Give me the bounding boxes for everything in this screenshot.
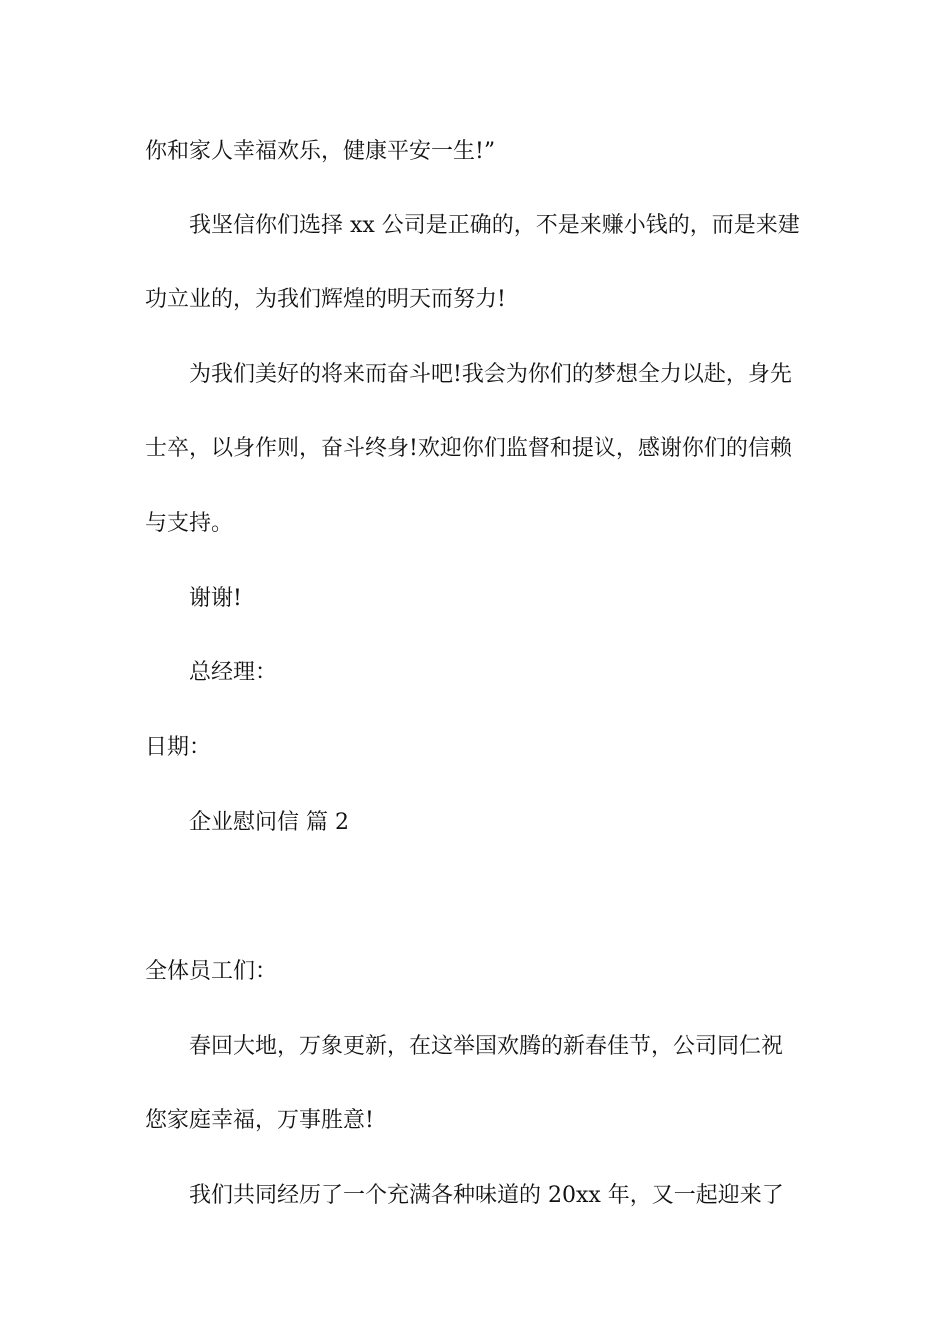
text-line-7: 谢谢! — [189, 586, 242, 611]
text-line-9: 日期： — [145, 735, 212, 760]
salutation: 全体员工们： — [145, 959, 278, 984]
text-line-6: 与支持。 — [145, 511, 234, 536]
text-line-12: 春回大地，万象更新，在这举国欢腾的新春佳节，公司同仁祝 — [189, 1034, 784, 1059]
text-line-5: 士卒，以身作则，奋斗终身!欢迎你们监督和提议，感谢你们的信赖 — [145, 436, 792, 461]
text-line-2: 我坚信你们选择 xx 公司是正确的，不是来赚小钱的，而是来建 — [189, 213, 800, 238]
section-heading: 企业慰问信 篇 2 — [189, 810, 349, 835]
text-line-14: 我们共同经历了一个充满各种味道的 20xx 年，又一起迎来了 — [189, 1183, 784, 1208]
text-line-4: 为我们美好的将来而奋斗吧!我会为你们的梦想全力以赴，身先 — [189, 362, 792, 387]
text-line-3: 功立业的，为我们辉煌的明天而努力! — [145, 287, 506, 312]
text-line-1: 你和家人幸福欢乐，健康平安一生!” — [145, 139, 496, 164]
text-line-8: 总经理： — [189, 660, 278, 685]
text-line-13: 您家庭幸福，万事胜意! — [145, 1108, 374, 1133]
